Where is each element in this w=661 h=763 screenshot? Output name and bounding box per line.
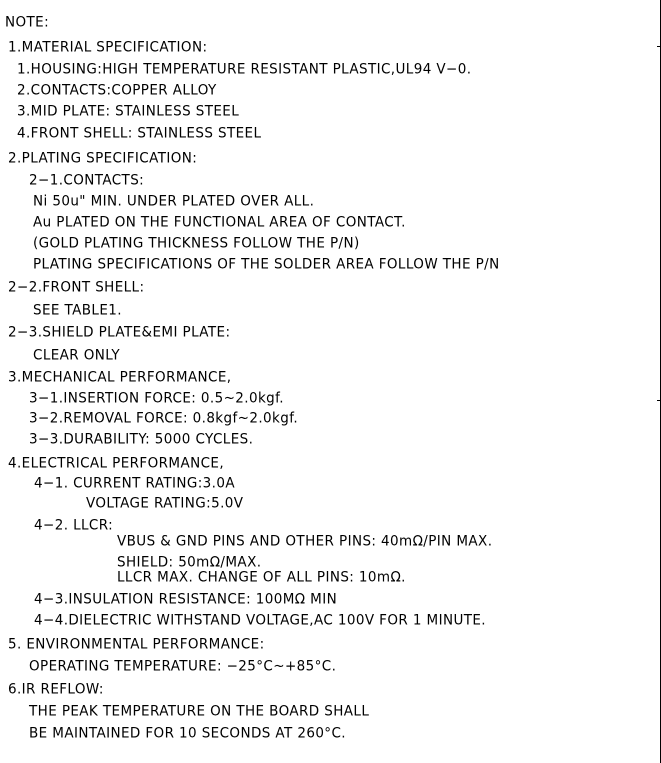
- material-item-front-shell: 4.FRONT SHELL: STAINLESS STEEL: [17, 125, 262, 142]
- environmental-operating-temperature: OPERATING TEMPERATURE: −25°C~+85°C.: [29, 658, 337, 675]
- electrical-voltage-rating: VOLTAGE RATING:5.0V: [86, 495, 244, 512]
- ir-reflow-line-1: THE PEAK TEMPERATURE ON THE BOARD SHALL: [29, 703, 370, 720]
- section-heading-plating: 2.PLATING SPECIFICATION:: [8, 150, 198, 167]
- electrical-llcr-heading: 4−2. LLCR:: [34, 517, 114, 534]
- electrical-current-rating: 4−1. CURRENT RATING:3.0A: [34, 475, 235, 492]
- plating-line-ni: Ni 50u" MIN. UNDER PLATED OVER ALL.: [33, 193, 315, 210]
- section-heading-material: 1.MATERIAL SPECIFICATION:: [8, 39, 208, 56]
- section-heading-mechanical: 3.MECHANICAL PERFORMANCE,: [8, 369, 232, 386]
- electrical-llcr-vbus: VBUS & GND PINS AND OTHER PINS: 40mΩ/PIN MAX.: [117, 533, 493, 550]
- frame-tick-mark: [657, 46, 661, 47]
- mechanical-insertion-force: 3−1.INSERTION FORCE: 0.5~2.0kgf.: [29, 390, 284, 407]
- electrical-insulation-resistance: 4−3.INSULATION RESISTANCE: 100MΩ MIN: [34, 591, 338, 608]
- electrical-llcr-shield: SHIELD: 50mΩ/MAX.: [117, 554, 262, 571]
- note-title: NOTE:: [5, 14, 50, 31]
- section-heading-electrical: 4.ELECTRICAL PERFORMANCE,: [8, 455, 225, 472]
- plating-shield-plate-value: CLEAR ONLY: [33, 347, 121, 364]
- material-item-contacts: 2.CONTACTS:COPPER ALLOY: [17, 82, 217, 99]
- section-heading-ir-reflow: 6.IR REFLOW:: [8, 681, 104, 698]
- material-item-mid-plate: 3.MID PLATE: STAINLESS STEEL: [17, 103, 240, 120]
- section-heading-environmental: 5. ENVIRONMENTAL PERFORMANCE:: [8, 636, 265, 653]
- mechanical-durability: 3−3.DURABILITY: 5000 CYCLES.: [29, 431, 254, 448]
- plating-line-au: Au PLATED ON THE FUNCTIONAL AREA OF CONTACT.: [33, 214, 406, 231]
- plating-front-shell-heading: 2−2.FRONT SHELL:: [8, 279, 145, 296]
- electrical-llcr-change: LLCR MAX. CHANGE OF ALL PINS: 10mΩ.: [117, 569, 406, 586]
- mechanical-removal-force: 3−2.REMOVAL FORCE: 0.8kgf~2.0kgf.: [29, 410, 299, 427]
- ir-reflow-line-2: BE MAINTAINED FOR 10 SECONDS AT 260°C.: [29, 725, 346, 742]
- electrical-dielectric-withstand: 4−4.DIELECTRIC WITHSTAND VOLTAGE,AC 100V FOR 1 MINUTE.: [34, 612, 486, 629]
- plating-line-solder-area: PLATING SPECIFICATIONS OF THE SOLDER AREA FOLLOW THE P/N: [33, 256, 500, 273]
- material-item-housing: 1.HOUSING:HIGH TEMPERATURE RESISTANT PLASTIC,UL94 V−0.: [17, 61, 472, 78]
- plating-contacts-heading: 2−1.CONTACTS:: [29, 172, 145, 189]
- plating-shield-plate-heading: 2−3.SHIELD PLATE&EMI PLATE:: [8, 324, 231, 341]
- frame-tick-mark: [657, 400, 661, 401]
- plating-line-gold-thickness: (GOLD PLATING THICKNESS FOLLOW THE P/N): [33, 235, 360, 252]
- plating-front-shell-value: SEE TABLE1.: [33, 302, 122, 319]
